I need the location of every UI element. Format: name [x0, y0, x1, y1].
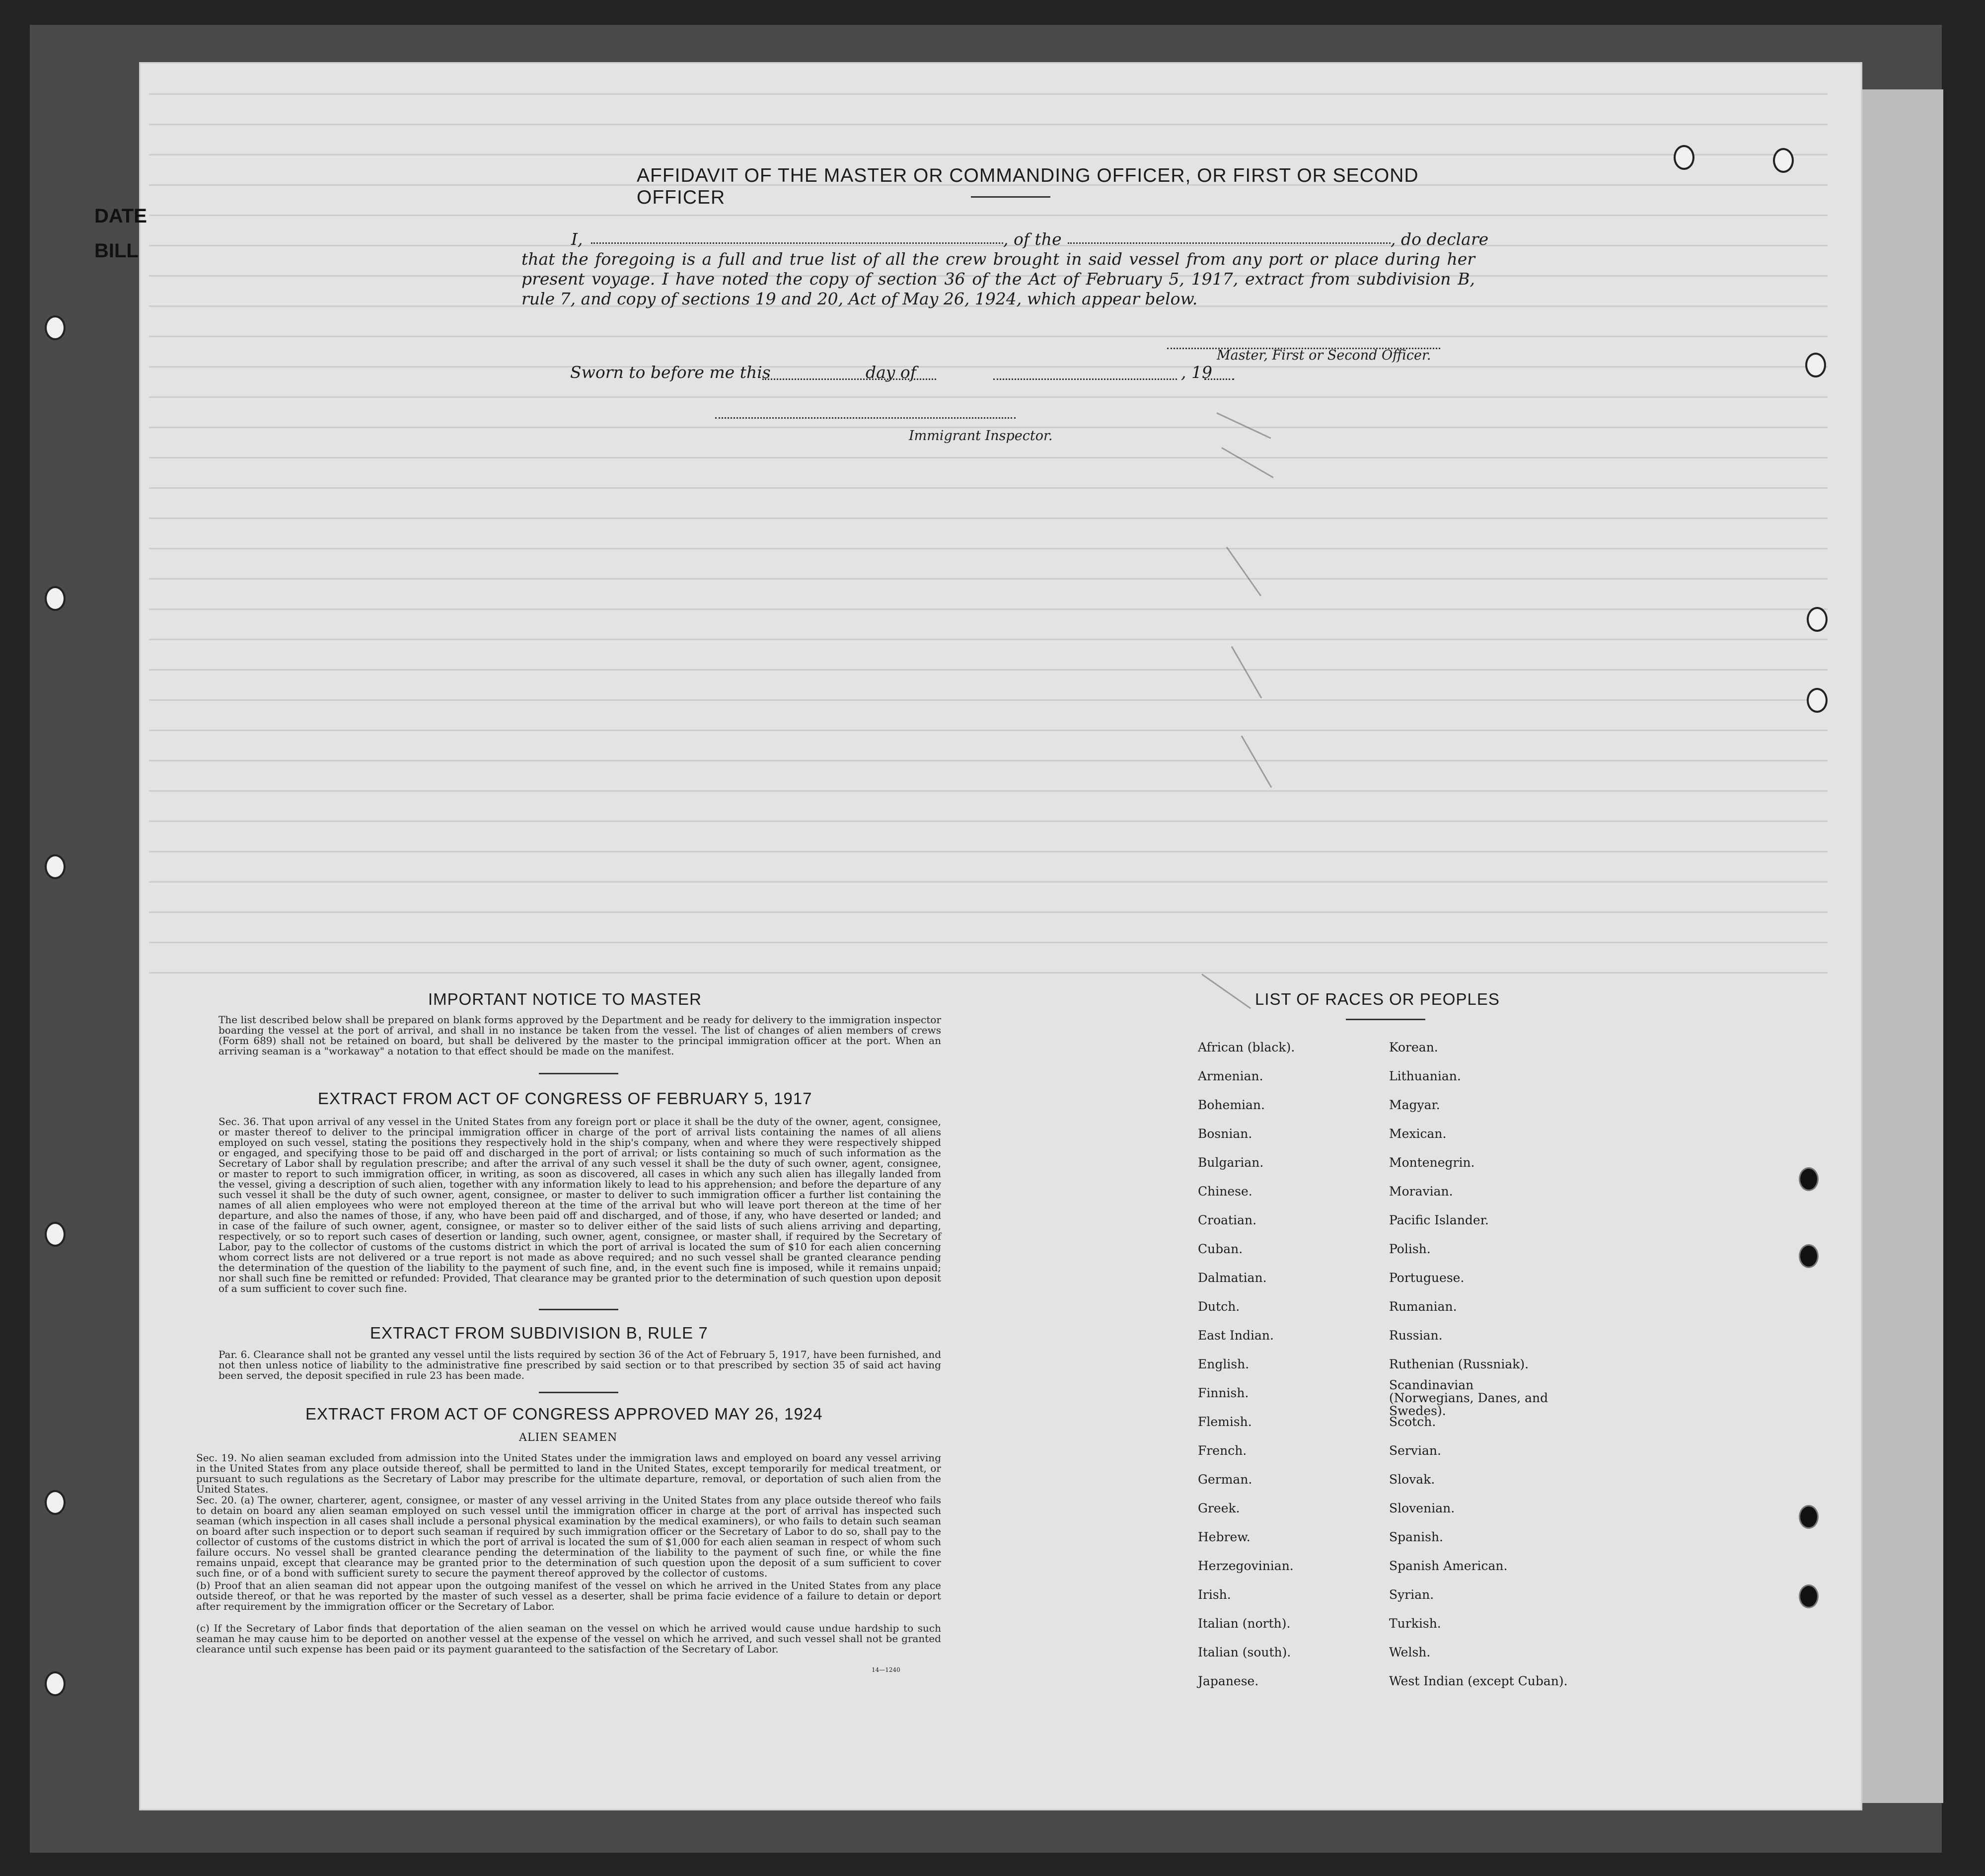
punch-hole — [1799, 1584, 1819, 1608]
race-item: Hebrew. — [1198, 1530, 1250, 1544]
sec20b-text: (b) Proof that an alien seaman did not appear upon the outgoing manifest of the vessel on which he arrived in the United States from any place outside thereof, or that he was reported by the master of such vessel as a deserter, shall be prima facie evidence of a failure to detain or deport after requirement by the immigration officer or the Secretary of Labor. — [196, 1579, 941, 1612]
year-prefix-label: , 19 — [1181, 363, 1212, 382]
punch-hole — [1805, 353, 1826, 377]
date-label: DATE — [94, 205, 147, 227]
extract-1917-heading: EXTRACT FROM ACT OF CONGRESS OF FEBRUARY 5, 1917 — [318, 1089, 812, 1108]
race-item: Pacific Islander. — [1389, 1213, 1489, 1227]
race-item: Rumanian. — [1389, 1299, 1457, 1314]
inspector-label: Immigrant Inspector. — [909, 428, 1053, 444]
race-item: Russian. — [1389, 1328, 1443, 1343]
race-item: Irish. — [1198, 1587, 1231, 1602]
race-item: Cuban. — [1198, 1242, 1243, 1256]
notice-rule — [539, 1073, 618, 1074]
title-rule — [971, 196, 1050, 198]
extract-1924-heading: EXTRACT FROM ACT OF CONGRESS APPROVED MAY 26, 1924 — [305, 1405, 823, 1423]
sworn-day-field[interactable] — [762, 378, 936, 380]
race-item: Servian. — [1389, 1443, 1441, 1458]
sec20c-text: (c) If the Secretary of Labor finds that deportation of the alien seaman on the vessel on which he arrived would cause undue hardship to such seaman he may cause him to be deported on another vessel at the expense of the vessel on which he arrived, and such vessel shall not be granted clearance until such expense has been paid or its payment guaranteed to the satisfaction of the Secretary of Labor. — [196, 1622, 941, 1655]
races-heading: LIST OF RACES OR PEOPLES — [1255, 990, 1500, 1008]
race-item: Finnish. — [1198, 1386, 1249, 1400]
affidavit-of-the: , of the — [1003, 229, 1062, 249]
race-item: Italian (south). — [1198, 1645, 1291, 1659]
race-item: Flemish. — [1198, 1415, 1252, 1429]
punch-hole — [45, 1671, 66, 1696]
race-item: Portuguese. — [1389, 1271, 1465, 1285]
race-item: Syrian. — [1389, 1587, 1434, 1602]
punch-hole — [1807, 607, 1828, 632]
sworn-year-field[interactable] — [1204, 378, 1234, 380]
extract-1917-rule — [539, 1309, 618, 1310]
punch-hole — [1799, 1167, 1819, 1191]
sec20a-text: Sec. 20. (a) The owner, charterer, agent, consignee, or master of any vessel arriving in the United States from any place outside thereof who fails to detain on board any alien seaman employed on such vessel until the immigration officer in charge at the port of arrival has inspected such seaman (which inspection in all cases shall include a personal physical examination by the medical examiners), or who fails to detain such seaman on board after such inspection or to deport such seaman if required by such immigration officer or the Secretary of Labor to do so, shall pay to the collector of customs of the customs district in which the port of arrival is located the sum of $1,000 for each alien seaman in respect of whom such failure occurs. No vessel shall be granted clearance pending the determination of the liability to the payment of such fine, or while the fine remains unpaid, except that clearance may be granted prior to the determination of such question upon the deposit of a sum sufficient to cover such fine, or of a bond with sufficient surety to secure the payment thereof approved by the collector of customs. — [196, 1494, 941, 1579]
race-item: Spanish. — [1389, 1530, 1444, 1544]
punch-hole — [1773, 148, 1794, 173]
races-column-1 — [1198, 1033, 1295, 1696]
race-item: Italian (north). — [1198, 1616, 1291, 1631]
race-item: Moravian. — [1389, 1184, 1453, 1199]
affidavit-i: I, — [571, 229, 583, 249]
race-item: Korean. — [1389, 1040, 1438, 1054]
race-item: French. — [1198, 1443, 1247, 1458]
punch-hole — [45, 586, 66, 611]
race-item: Chinese. — [1198, 1184, 1252, 1199]
rule7-heading: EXTRACT FROM SUBDIVISION B, RULE 7 — [370, 1324, 708, 1342]
race-item: Slovenian. — [1389, 1501, 1455, 1515]
race-item: Scandinavian (Norwegians, Danes, and Swedes). — [1389, 1378, 1548, 1418]
race-item: Polish. — [1389, 1242, 1431, 1256]
punch-hole — [45, 1490, 66, 1515]
race-item: Mexican. — [1389, 1126, 1447, 1141]
bill-label: BILL — [94, 240, 139, 262]
race-item: Turkish. — [1389, 1616, 1441, 1631]
affidavit-paragraph: that the foregoing is a full and true list of all the crew brought in said vessel from any port or place during her present voyage. I have noted the copy of section 36 of the Act of February 5, 1917, extract from subdivision B, rule 7, and copy of sections 19 and 20, Act of May 26, 1924, which appear below. — [521, 249, 1475, 308]
race-item: Bulgarian. — [1198, 1155, 1264, 1170]
race-item: Lithuanian. — [1389, 1069, 1461, 1083]
race-item: Bosnian. — [1198, 1126, 1252, 1141]
extract-1917-text: Sec. 36. That upon arrival of any vessel in the United States from any foreign port or place it shall be the duty of the owner, agent, consignee, or master thereof to deliver to the principal immigration officer in charge of the port of arrival lists containing the names of all aliens employed on such vessel, stating the positions they respectively hold in the ship's company, when and where they were respectively shipped or engaged, and specifying those to be paid off and discharged in the port of arrival; or lists containing so much of such information as the Secretary of Labor shall by regulation prescribe; and after the arrival of any such vessel it shall be the duty of such owner, agent, consignee, or master to report to such immigration officer, in writing, as soon as discovered, all cases in which any such alien has illegally landed from the vessel, giving a description of such alien, together with any information likely to lead to his apprehension; and before the departure of any such vessel it shall be the duty of such owner, agent, consignee, or master to deliver to such immigration officer a further list containing the names of all alien employees who were not employed thereon at the time of the arrival but who will leave port thereon at the time of her departure, and also the names of those, if any, who have been paid off and discharged, and of those, if any, who have deserted or landed; and in case of the failure of such owner, agent, consignee, or master so to deliver either of the said lists of such aliens arriving and departing, respectively, or so to report such cases of desertion or landing, such owner, agent, consignee, or master shall, if required by the Secretary of Labor, pay to the collector of customs of the customs district in which the port of arrival is located the sum of $10 for each alien concerning whom correct lists are not delivered or a true report is not made as above required; and no such vessel shall be granted clearance pending the determination of the question of the liability to the payment of such fine, and, in the event such fine is imposed, while it remains unpaid; nor shall such fine be remitted or refunded: Provided, That clearance may be granted prior to the determination of such question upon deposit of a sum sufficient to cover such fine. — [219, 1116, 941, 1294]
sec19-text: Sec. 19. No alien seaman excluded from admission into the United States under the immigration laws and employed on board any vessel arriving in the United States from any place outside thereof, shall be permitted to land in the United States, except temporarily for medical treatment, or pursuant to such regulations as the Secretary of Labor may prescribe for the ultimate departure, removal, or deportation of such alien from the United States. — [196, 1452, 941, 1495]
punch-hole — [45, 315, 66, 340]
race-item: Ruthenian (Russniak). — [1389, 1357, 1529, 1371]
punch-hole — [1799, 1505, 1819, 1529]
race-item: Dalmatian. — [1198, 1271, 1267, 1285]
punch-hole — [45, 854, 66, 879]
punch-hole — [1807, 688, 1828, 713]
sworn-label: Sworn to before me this — [570, 363, 771, 382]
day-of-label: day of — [866, 363, 917, 382]
master-signature-label: Master, First or Second Officer. — [1217, 348, 1431, 363]
name-field[interactable] — [591, 242, 1003, 244]
punch-hole — [1799, 1244, 1819, 1268]
affidavit-title: AFFIDAVIT OF THE MASTER OR COMMANDING OFFICER, OR FIRST OR SECOND OFFICER — [637, 165, 1419, 208]
race-item: Japanese. — [1198, 1674, 1259, 1688]
race-item: African (black). — [1198, 1040, 1295, 1054]
race-item: Armenian. — [1198, 1069, 1263, 1083]
races-rule — [1346, 1019, 1425, 1020]
race-item: Montenegrin. — [1389, 1155, 1475, 1170]
left-margin-labels — [94, 199, 147, 268]
race-item: Greek. — [1198, 1501, 1240, 1515]
race-item: Magyar. — [1389, 1098, 1440, 1112]
rule7-text: Par. 6. Clearance shall not be granted any vessel until the lists required by section 36 of the Act of February 5, 1917, have been furnished, and not then unless notice of liability to the administrative fine prescribed by said section or to that prescribed by section 35 of said act having been served, the deposit specified in rule 23 has been made. — [219, 1349, 941, 1381]
race-item: Croatian. — [1198, 1213, 1257, 1227]
sworn-month-field[interactable] — [993, 378, 1177, 380]
punch-hole — [1674, 145, 1694, 170]
race-item: Dutch. — [1198, 1299, 1240, 1314]
vessel-field[interactable] — [1068, 242, 1391, 244]
punch-hole — [45, 1222, 66, 1247]
rule7-rule — [539, 1392, 618, 1393]
race-item: East Indian. — [1198, 1328, 1274, 1343]
notice-text: The list described below shall be prepared on blank forms approved by the Department and be ready for delivery to the immigration inspector boarding the vessel at the port of arrival, and shall in no instance be taken from the vessel. The list of changes of alien members of crews (Form 689) shall not be retained on board, but shall be delivered by the master to the principal immigration officer at the port. When an arriving seaman is a "workaway" a notation to that effect should be made on the manifest. — [219, 1014, 941, 1057]
race-item: English. — [1198, 1357, 1250, 1371]
affidavit-do-declare: , do declare — [1391, 229, 1489, 249]
race-item: Slovak. — [1389, 1472, 1435, 1487]
race-item: Scotch. — [1389, 1415, 1436, 1429]
form-number: 14—1240 — [872, 1666, 900, 1673]
inspector-signature-field[interactable] — [715, 417, 1016, 419]
race-item: West Indian (except Cuban). — [1389, 1674, 1568, 1688]
alien-seamen-subheading: ALIEN SEAMEN — [519, 1431, 618, 1444]
race-item: German. — [1198, 1472, 1252, 1487]
races-column-2 — [1389, 1033, 1568, 1696]
notice-heading: IMPORTANT NOTICE TO MASTER — [428, 990, 702, 1008]
race-item: Spanish American. — [1389, 1559, 1508, 1573]
race-item: Herzegovinian. — [1198, 1559, 1294, 1573]
race-item: Welsh. — [1389, 1645, 1431, 1659]
race-item: Bohemian. — [1198, 1098, 1265, 1112]
